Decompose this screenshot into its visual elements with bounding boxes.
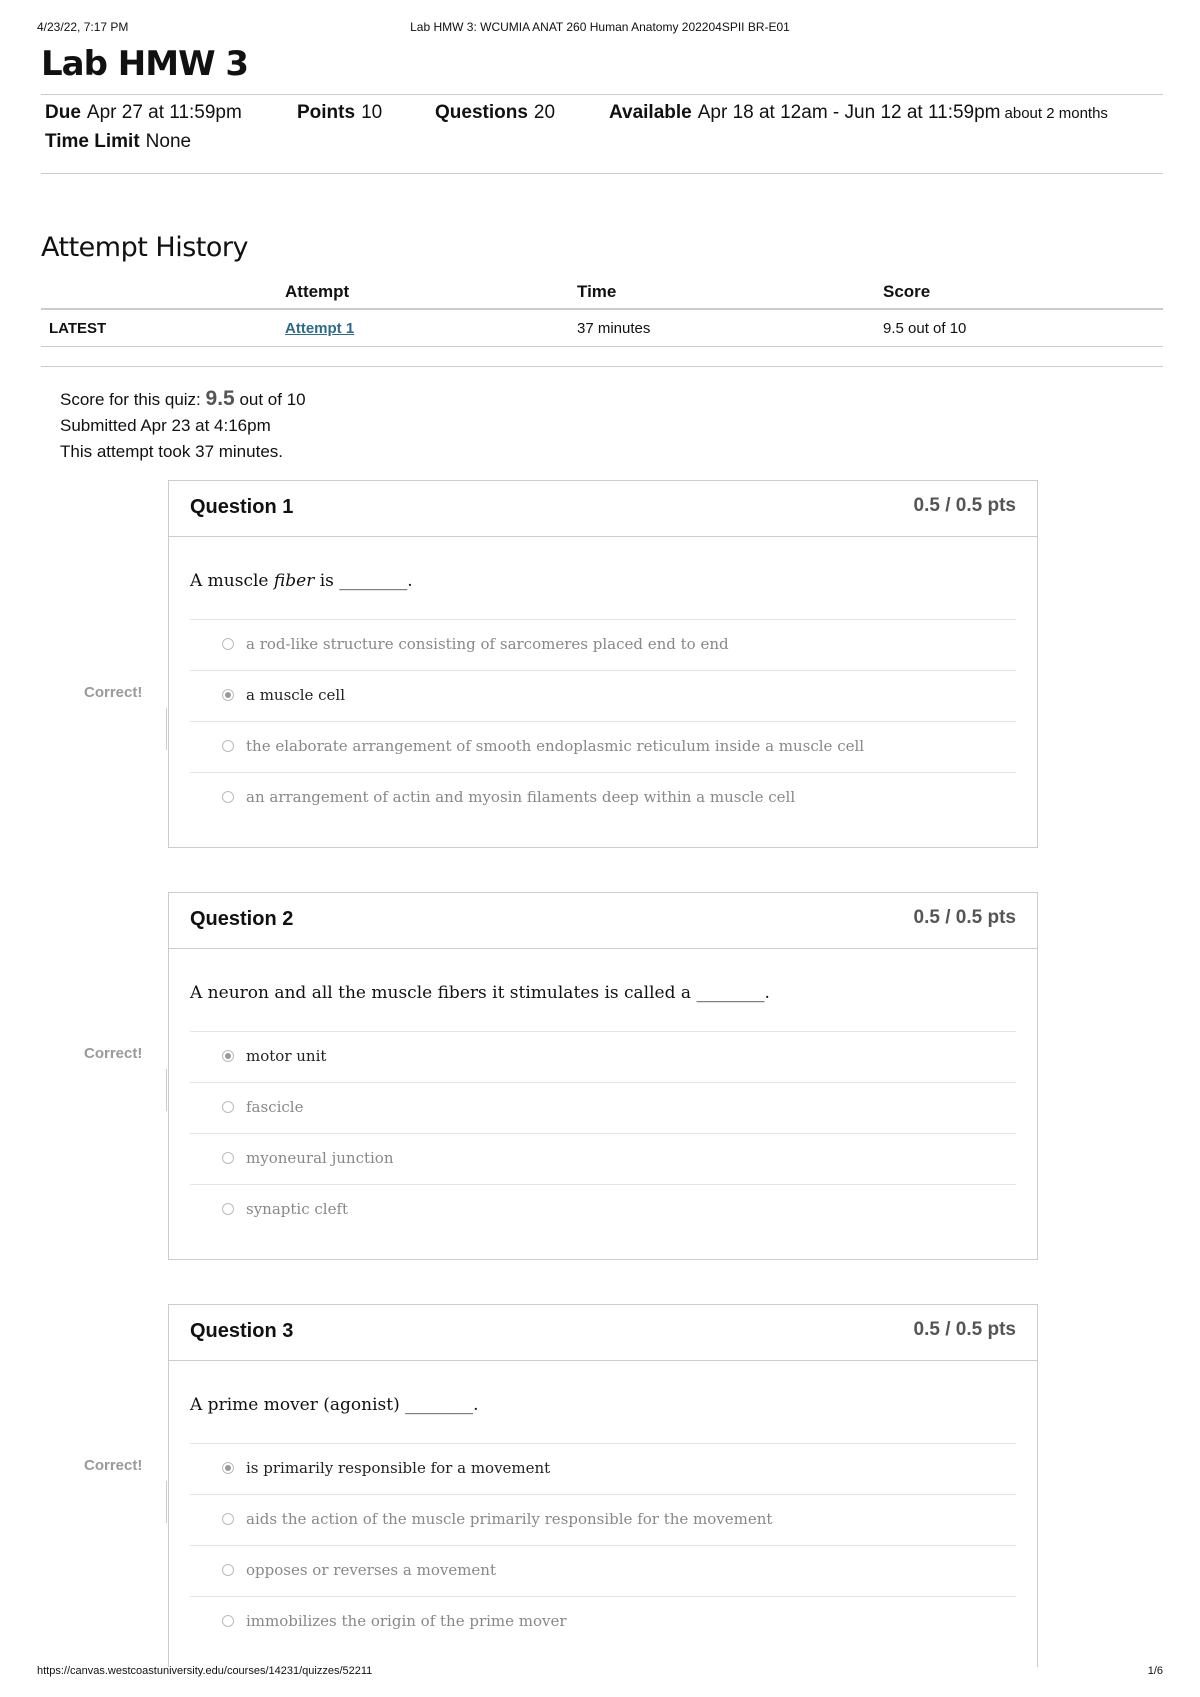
answer-text: is primarily responsible for a movement — [246, 1459, 551, 1477]
question-header — [169, 893, 1037, 949]
attempt-link[interactable]: Attempt 1 — [285, 319, 355, 337]
page-number: 1/6 — [1147, 1665, 1163, 1677]
question-text-part: A muscle — [190, 571, 274, 591]
table-row — [41, 309, 1163, 347]
answer-text: myoneural junction — [246, 1149, 394, 1167]
question-points: 0.5 / 0.5 pts — [913, 1319, 1016, 1340]
attempt-history-title: Attempt History — [41, 232, 248, 263]
due-value: Apr 27 at 11:59pm — [86, 102, 242, 123]
answer-option[interactable] — [190, 773, 1016, 823]
question-header — [169, 481, 1037, 537]
table-header-row — [41, 276, 1163, 309]
question-text-emphasis: fiber — [273, 571, 315, 591]
points — [297, 102, 382, 124]
question-points: 0.5 / 0.5 pts — [913, 495, 1016, 516]
answer-text: the elaborate arrangement of smooth endoplasmic reticulum inside a muscle cell — [246, 737, 865, 755]
divider — [41, 366, 1163, 367]
radio-button[interactable] — [222, 638, 234, 650]
answer-text: motor unit — [246, 1047, 327, 1065]
question-header — [169, 1305, 1037, 1361]
score-suffix: out of 10 — [239, 390, 306, 409]
attempt-score: 9.5 out of 10 — [875, 309, 1163, 347]
radio-button-selected[interactable] — [222, 1050, 234, 1062]
answer-text: a muscle cell — [246, 686, 346, 704]
answer-option-selected[interactable] — [190, 1032, 1016, 1083]
answer-text: fascicle — [246, 1098, 304, 1116]
page-title: Lab HMW 3 — [41, 44, 249, 84]
answer-text: a rod-like structure consisting of sarcomeres placed end to end — [246, 635, 729, 653]
time-limit-label: Time Limit — [45, 131, 140, 152]
due-date — [45, 102, 242, 124]
answer-text: an arrangement of actin and myosin filaments deep within a muscle cell — [246, 788, 796, 806]
available-note: about 2 months — [1004, 105, 1108, 122]
answer-option[interactable] — [190, 620, 1016, 671]
column-header-score: Score — [875, 276, 1163, 309]
radio-button[interactable] — [222, 740, 234, 752]
radio-button[interactable] — [222, 1564, 234, 1576]
quiz-score — [60, 386, 306, 413]
question-text: A neuron and all the muscle fibers it stimulates is called a ________. — [190, 949, 1016, 1032]
question-title: Question 3 — [190, 1320, 294, 1342]
answer-text: synaptic cleft — [246, 1200, 349, 1218]
radio-button[interactable] — [222, 1615, 234, 1627]
print-date: 4/23/22, 7:17 PM — [37, 20, 129, 34]
question-text — [190, 537, 1016, 620]
score-value: 9.5 — [205, 387, 235, 410]
latest-tag: LATEST — [41, 309, 277, 347]
attempt-duration: This attempt took 37 minutes. — [60, 442, 283, 461]
correct-label: Correct! — [84, 1457, 143, 1474]
question-card — [168, 892, 1038, 1260]
availability — [609, 102, 1108, 124]
answer-option-selected[interactable] — [190, 1444, 1016, 1495]
print-header — [37, 20, 1163, 36]
score-prefix: Score for this quiz: — [60, 390, 201, 409]
question-points: 0.5 / 0.5 pts — [913, 907, 1016, 928]
questions-value: 20 — [533, 102, 556, 123]
submitted-time: Submitted Apr 23 at 4:16pm — [60, 416, 271, 435]
time-limit — [45, 131, 191, 153]
column-header-attempt: Attempt — [277, 276, 569, 309]
answer-option[interactable] — [190, 1546, 1016, 1597]
questions-count — [435, 102, 555, 124]
print-footer — [37, 1665, 1163, 1681]
page-url: https://canvas.westcoastuniversity.edu/courses/14231/quizzes/52211 — [37, 1665, 373, 1677]
quiz-summary — [60, 386, 306, 465]
available-label: Available — [609, 102, 692, 123]
points-label: Points — [297, 102, 356, 123]
column-header-time: Time — [569, 276, 875, 309]
answer-option[interactable] — [190, 1185, 1016, 1235]
attempt-history-table — [41, 276, 1163, 347]
radio-button[interactable] — [222, 1203, 234, 1215]
answer-option-selected[interactable] — [190, 671, 1016, 722]
points-value: 10 — [361, 102, 383, 123]
answer-option[interactable] — [190, 1495, 1016, 1546]
correct-label: Correct! — [84, 1045, 143, 1062]
radio-button-selected[interactable] — [222, 1462, 234, 1474]
column-header — [41, 276, 277, 309]
answer-text: immobilizes the origin of the prime mover — [246, 1612, 567, 1630]
radio-button-selected[interactable] — [222, 689, 234, 701]
answer-option[interactable] — [190, 1597, 1016, 1647]
question-card — [168, 480, 1038, 848]
answer-option[interactable] — [190, 1083, 1016, 1134]
answer-text: aids the action of the muscle primarily responsible for the movement — [246, 1510, 773, 1528]
quiz-details — [41, 94, 1163, 174]
due-label: Due — [45, 102, 81, 123]
radio-button[interactable] — [222, 1152, 234, 1164]
question-title: Question 1 — [190, 496, 294, 518]
print-title: Lab HMW 3: WCUMIA ANAT 260 Human Anatomy 202204SPII BR-E01 — [410, 20, 790, 34]
questions-label: Questions — [435, 102, 528, 123]
question-text: A prime mover (agonist) ________. — [190, 1361, 1016, 1444]
available-value: Apr 18 at 12am - Jun 12 at 11:59pm — [697, 102, 1001, 123]
correct-label: Correct! — [84, 684, 143, 701]
answer-option[interactable] — [190, 1134, 1016, 1185]
answer-option[interactable] — [190, 722, 1016, 773]
question-title: Question 2 — [190, 908, 294, 930]
question-card — [168, 1304, 1038, 1667]
radio-button[interactable] — [222, 1513, 234, 1525]
answer-text: opposes or reverses a movement — [246, 1561, 496, 1579]
time-limit-value: None — [145, 131, 192, 152]
attempt-time: 37 minutes — [569, 309, 875, 347]
question-text-part: is ________. — [314, 571, 413, 591]
radio-button[interactable] — [222, 1101, 234, 1113]
radio-button[interactable] — [222, 791, 234, 803]
